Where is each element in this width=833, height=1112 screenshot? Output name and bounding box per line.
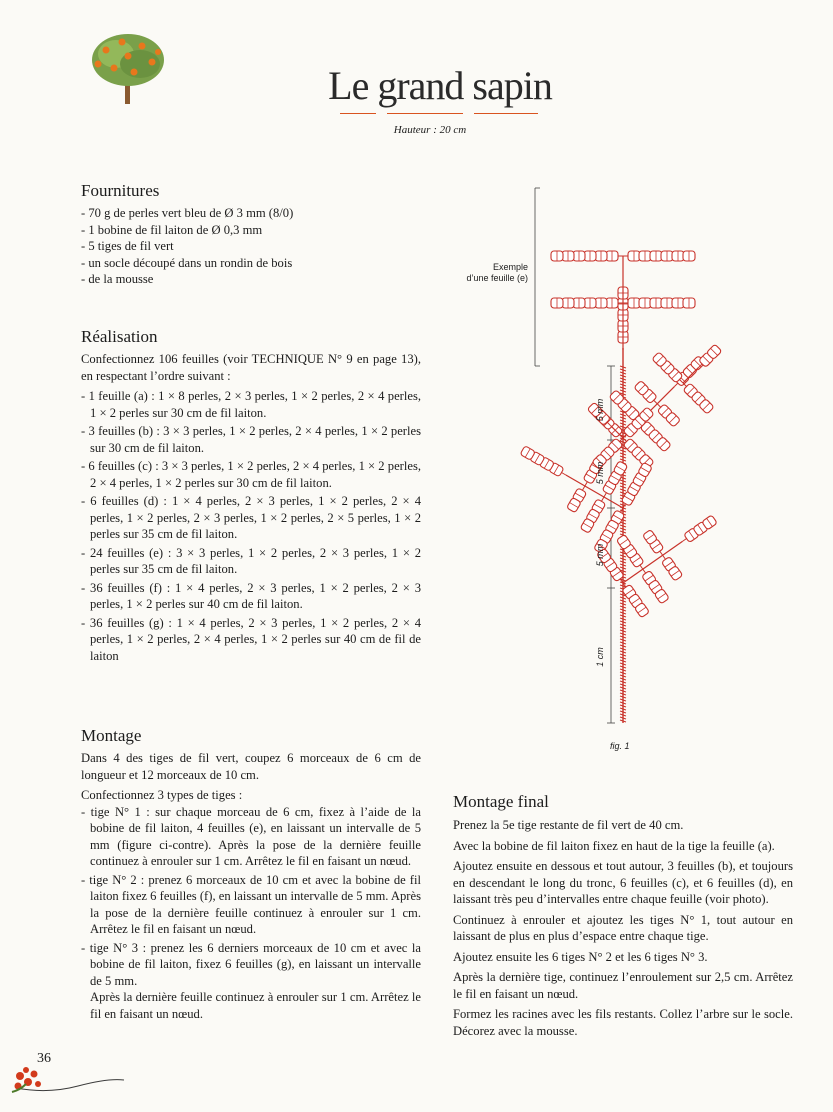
montage-final-paragraph: Continuez à enrouler et ajoutez les tiges N° 1, tout autour en laissant de plus en plus d’espace entre chaque tige. [453, 912, 793, 943]
bead [661, 251, 673, 261]
leaf-item: - 3 feuilles (b) : 3 × 3 perles, 1 × 2 perles, 2 × 4 perles, 1 × 2 perles sur 30 cm de fil laiton. [81, 424, 421, 455]
dimension-label: 5 mm [595, 461, 605, 485]
montage-final-paragraph: Formez les racines avec les fils restants. Collez l’arbre sur le socle. Décorez avec la mousse. [453, 1007, 793, 1038]
fournitures-heading: Fournitures [81, 181, 160, 200]
figure-caption: fig. 1 [610, 741, 630, 751]
montage-section [81, 726, 421, 1026]
realisation-intro: Confectionnez 106 feuilles (voir TECHNIQUE N° 9 en page 13), en respectant l’ordre suivant : [81, 352, 421, 383]
page-title: Le grand sapin [328, 63, 552, 108]
bead [661, 298, 673, 308]
bead [639, 298, 651, 308]
fourniture-item: - un socle découpé dans un rondin de bois [81, 255, 293, 270]
fournitures-section [81, 181, 421, 288]
leaf-item: - 36 feuilles (f) : 1 × 4 perles, 2 × 3 perles, 1 × 2 perles, 2 × 3 perles, 1 × 2 perles sur 40 cm de fil laiton. [81, 580, 421, 611]
montage-final-paragraph: Ajoutez ensuite en dessous et tout autour, 3 feuilles (b), et toujours en descendant le long du tronc, 6 feuilles (c), et 6 feuilles (d), en laissant très peu d’intervalles entre chaque feuille (voir photo). [453, 859, 793, 906]
title-underline-right [474, 113, 538, 114]
bead [683, 251, 695, 261]
montage-final-paragraph: Ajoutez ensuite les 6 tiges N° 2 et les 6 tiges N° 3. [453, 949, 708, 964]
bead [573, 251, 585, 261]
montage-final-paragraph: Après la dernière tige, continuez l’enroulement sur 2,5 cm. Arrêtez le fil en faisant un nœud. [453, 970, 793, 1001]
tige-1-instruction: - tige N° 1 : sur chaque morceau de 6 cm, fixez à l’aide de la bobine de fil laiton, 4 feuilles (e), en laissant un intervalle de 5 mm (figure ci-contre). Après la pose de la dernière feuille continuez à enrouler sur 1 cm. Arrêtez le fil en faisant un nœud. [81, 804, 421, 868]
berry-branch-ornament [8, 1062, 128, 1102]
bead [606, 298, 618, 308]
bead [562, 298, 574, 308]
example-label-line-2: d’une feuille (e) [466, 273, 528, 283]
example-label-line-1: Exemple [492, 262, 528, 272]
bead [650, 298, 662, 308]
dimension-label: 5 mm [595, 398, 605, 422]
title-underline-left [340, 113, 376, 114]
page-number: 36 [37, 1051, 51, 1066]
fourniture-item: - 70 g de perles vert bleu de Ø 3 mm (8/0) [81, 206, 294, 220]
bead [573, 298, 585, 308]
fourniture-item: - 5 tiges de fil vert [81, 239, 174, 253]
leaf-item: - 36 feuilles (g) : 1 × 4 perles, 2 × 3 perles, 1 × 2 perles, 2 × 4 perles, 1 × 2 perles, 2 × 4 perles, 1 × 2 perles sur 40 cm de fil de laiton [81, 615, 421, 663]
fourniture-item: - 1 bobine de fil laiton de Ø 0,3 mm [81, 222, 263, 237]
bead [672, 298, 684, 308]
bead [672, 251, 684, 261]
realisation-section [81, 327, 421, 666]
subtitle: Hauteur : 20 cm [393, 124, 467, 136]
leaf-item: - 6 feuilles (d) : 1 × 4 perles, 2 × 3 perles, 1 × 2 perles, 2 × 4 perles, 1 × 2 perles, 2 × 3 perles, 1 × 2 perles, 2 × 5 perles, 1 × 2 perles sur 35 cm de fil laiton. [81, 494, 421, 541]
realisation-heading: Réalisation [81, 327, 158, 346]
bead [584, 251, 596, 261]
bead [595, 298, 607, 308]
bead [628, 251, 640, 261]
leaf-list [81, 388, 421, 664]
montage-heading: Montage [81, 726, 142, 745]
leaf-item: - 6 feuilles (c) : 3 × 3 perles, 1 × 2 perles, 2 × 4 perles, 1 × 2 perles, 2 × 4 perles, 1 × 2 perles sur 30 cm de fil laiton. [81, 459, 421, 490]
tige-2-instruction: - tige N° 2 : prenez 6 morceaux de 10 cm et avec la bobine de fil laiton fixez 6 feuilles (f), en laissant un intervalle de 5 mm. Après la pose de la dernière feuille continuez à enrouler sur 1 cm. Arrêtez le fil en faisant un nœud. [81, 872, 421, 936]
dimension-label: 5 mm [595, 543, 605, 567]
bead [562, 251, 574, 261]
bead [639, 251, 651, 261]
montage-final-paragraph: Avec la bobine de fil laiton fixez en haut de la tige la feuille (a). [453, 838, 775, 853]
orange-tree-illustration [78, 28, 178, 108]
dimension-label: 1 cm [595, 647, 605, 667]
leaf-item: - 24 feuilles (e) : 3 × 3 perles, 1 × 2 perles, 2 × 3 perles, 1 × 2 perles sur 35 cm de fil laiton. [81, 545, 421, 576]
montage-final-heading: Montage final [453, 792, 549, 811]
bead [628, 298, 640, 308]
bead [650, 251, 662, 261]
leaf-item: - 1 feuille (a) : 1 × 8 perles, 2 × 3 perles, 1 × 2 perles, 2 × 4 perles, 1 × 2 perles sur 30 cm de fil laiton. [81, 389, 421, 420]
montage-final-paragraph: Prenez la 5e tige restante de fil vert de 40 cm. [453, 818, 684, 832]
montage-final-section [453, 792, 793, 1043]
bead [606, 251, 618, 261]
bead [551, 251, 563, 261]
montage-paragraph: Confectionnez 3 types de tiges : [81, 788, 243, 802]
bead [551, 298, 563, 308]
tige-3-instruction: - tige N° 3 : prenez les 6 derniers morceaux de 10 cm et avec la bobine de fil laiton, fixez 6 feuilles (g), en laissant un intervalle de 5 mm. [81, 940, 421, 988]
montage-paragraph: Dans 4 des tiges de fil vert, coupez 6 morceaux de 6 cm de longueur et 12 morceaux de 10 cm. [81, 751, 421, 782]
bead [584, 298, 596, 308]
tige-3-continuation: Après la dernière feuille continuez à enrouler sur 1 cm. Arrêtez le fil en faisant un nœud. [90, 990, 421, 1021]
title-underline-mid [387, 113, 463, 114]
bead [683, 298, 695, 308]
bead [595, 251, 607, 261]
fourniture-item: - de la mousse [81, 272, 154, 286]
